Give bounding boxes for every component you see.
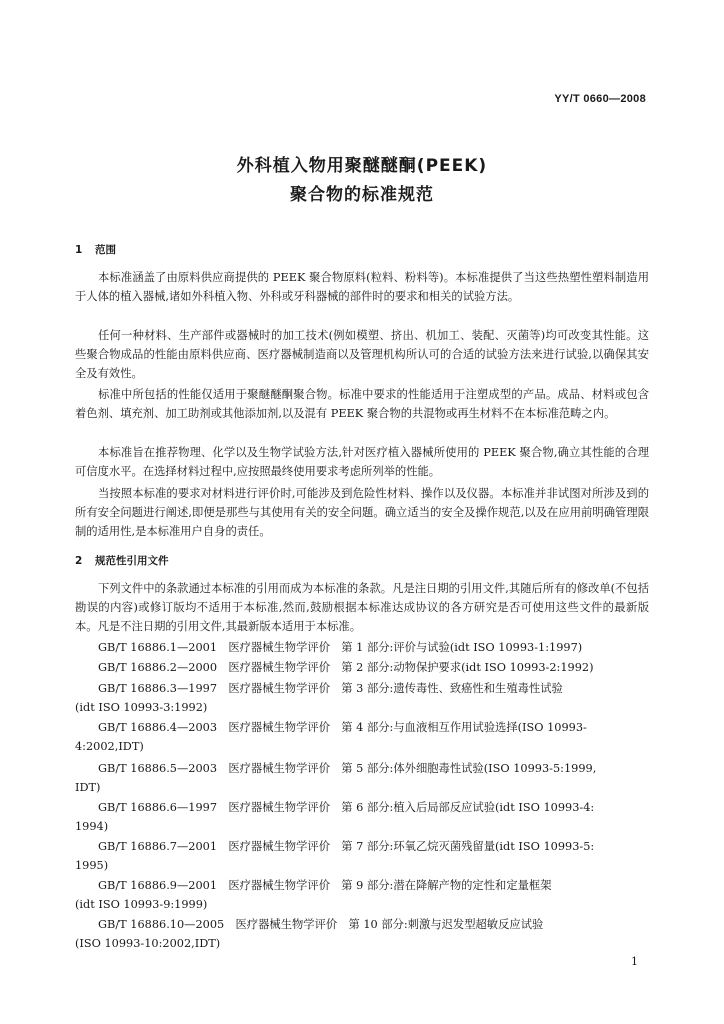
section-1-title: 范围 xyxy=(95,244,116,256)
reference-line-continued: (idt ISO 10993-3:1992) xyxy=(75,701,208,714)
section-2-title: 规范性引用文件 xyxy=(95,555,169,567)
reference-line-continued: 4:2002,IDT) xyxy=(75,740,144,753)
reference-line: GB/T 16886.3—1997 医疗器械生物学评价 第 3 部分:遗传毒性、致癌性和生殖毒性试验 xyxy=(98,682,563,695)
reference-item xyxy=(75,798,649,836)
reference-item xyxy=(75,759,649,797)
scope-paragraph-4: 本标准旨在推荐物理、化学以及生物学试验方法,针对医疗植入器械所使用的 PEEK 聚合物,确立其性能的合理可信度水平。在选择材料过程中,应按照最终使用要求考虑所列举的性能。 xyxy=(75,446,649,478)
reference-item xyxy=(75,638,649,657)
reference-line: GB/T 16886.1—2001 医疗器械生物学评价 第 1 部分:评价与试验(idt ISO 10993-1:1997) xyxy=(98,641,583,654)
normative-references-intro: 下列文件中的条款通过本标准的引用而成为本标准的条款。凡是注日期的引用文件,其随后所有的修改单(不包括勘误的内容)或修订版均不适用于本标准,然而,鼓励根据本标准达成协议的各方研究是否可使用这些文件的最新版本。凡是不注日期的引用文件,其最新版本适用于本标准。 xyxy=(75,582,649,633)
reference-line-continued: (idt ISO 10993-9:1999) xyxy=(75,898,208,911)
scope-paragraph-3: 标准中所包括的性能仅适用于聚醚醚酮聚合物。标准中要求的性能适用于注塑成型的产品。成品、材料或包含着色剂、填充剂、加工助剂或其他添加剂,以及混有 PEEK 聚合物的共混物或再生材料不在本标准范畴之内。 xyxy=(75,388,649,420)
reference-line-continued: IDT) xyxy=(75,781,101,794)
scope-paragraph-1: 本标准涵盖了由原料供应商提供的 PEEK 聚合物原料(粒料、粉料等)。本标准提供了当这些热塑性塑料制造用于人体的植入器械,诸如外科植入物、外科或牙科器械的部件时的要求和相关的试验方法。 xyxy=(75,271,649,303)
reference-line: GB/T 16886.6—1997 医疗器械生物学评价 第 6 部分:植入后局部反应试验(idt ISO 10993-4: xyxy=(98,801,595,814)
page-number: 1 xyxy=(631,955,638,968)
reference-line-continued: 1994) xyxy=(75,820,109,833)
reference-item xyxy=(75,837,649,875)
reference-item xyxy=(75,679,649,717)
section-2-heading xyxy=(75,553,169,568)
reference-line: GB/T 16886.10—2005 医疗器械生物学评价 第 10 部分:刺激与迟发型超敏反应试验 xyxy=(98,918,544,931)
standard-number: YY/T 0660—2008 xyxy=(554,93,646,105)
reference-line: GB/T 16886.4—2003 医疗器械生物学评价 第 4 部分:与血液相互作用试验选择(ISO 10993- xyxy=(98,721,587,734)
reference-item xyxy=(75,915,649,953)
section-2-number: 2 xyxy=(75,555,83,567)
reference-item xyxy=(75,718,649,756)
reference-line-continued: (ISO 10993-10:2002,IDT) xyxy=(75,937,221,950)
reference-item xyxy=(75,876,649,914)
reference-line: GB/T 16886.7—2001 医疗器械生物学评价 第 7 部分:环氧乙烷灭菌残留量(idt ISO 10993-5: xyxy=(98,840,595,853)
document-title-line-2: 聚合物的标准规范 xyxy=(290,185,434,205)
reference-line: GB/T 16886.2—2000 医疗器械生物学评价 第 2 部分:动物保护要求(idt ISO 10993-2:1992) xyxy=(98,661,594,674)
scope-paragraph-2: 任何一种材料、生产部件或器械时的加工技术(例如模塑、挤出、机加工、装配、灭菌等)均可改变其性能。这些聚合物成品的性能由原料供应商、医疗器械制造商以及管理机构所认可的合适的试验方法来进行试验,以确保其安全及有效性。 xyxy=(75,329,649,380)
section-1-heading xyxy=(75,242,116,257)
scope-paragraph-5: 当按照本标准的要求对材料进行评价时,可能涉及到危险性材料、操作以及仪器。本标准并非试图对所涉及到的所有安全问题进行阐述,即便是那些与其使用有关的安全问题。确立适当的安全及操作规范,以及在应用前明确管理限制的适用性,是本标准用户自身的责任。 xyxy=(75,487,649,538)
reference-line: GB/T 16886.5—2003 医疗器械生物学评价 第 5 部分:体外细胞毒性试验(ISO 10993-5:1999, xyxy=(98,762,597,775)
reference-line-continued: 1995) xyxy=(75,859,109,872)
reference-item xyxy=(75,658,649,677)
reference-line: GB/T 16886.9—2001 医疗器械生物学评价 第 9 部分:潜在降解产物的定性和定量框架 xyxy=(98,879,552,892)
section-1-number: 1 xyxy=(75,244,83,256)
document-title-line-1: 外科植入物用聚醚醚酮(PEEK) xyxy=(236,156,488,176)
